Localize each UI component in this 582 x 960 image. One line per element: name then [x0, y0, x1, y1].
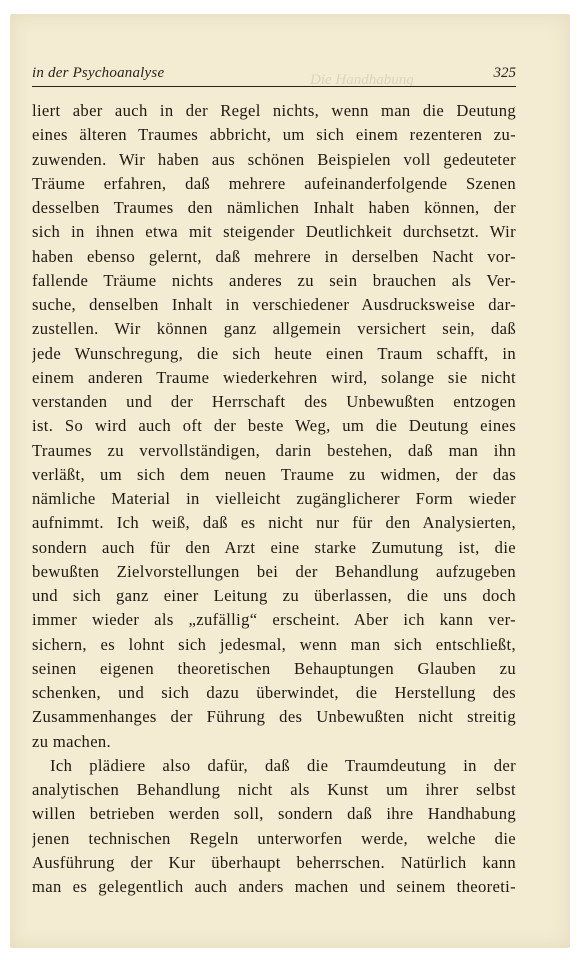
text-line: sondern auch für den Arzt eine starke Zumutung ist, die — [32, 537, 516, 557]
page-number: 325 — [493, 65, 516, 81]
text-line: sichern, es lohnt sich jedesmal, wenn man sich entschließt, — [32, 634, 516, 654]
text-line: seinen eigenen theoretischen Behauptungen Glauben zu — [32, 658, 516, 678]
text-line: haben ebenso gelernt, daß mehrere in derselben Nacht vor- — [32, 246, 516, 266]
show-through-text: Die Handhabung — [310, 72, 414, 88]
text-line: jenen technischen Regeln unterworfen werde, welche die — [32, 828, 516, 848]
text-line: einem anderen Traume wiederkehren wird, solange sie nicht — [32, 367, 516, 387]
text-line: zustellen. Wir können ganz allgemein versichert sein, daß — [32, 319, 516, 339]
text-line: Träume erfahren, daß mehrere aufeinanderfolgende Szenen — [32, 173, 516, 193]
text-line: willen betrieben werden soll, sondern daß ihre Handhabung — [32, 804, 516, 824]
text-line: nämliche Material in vielleicht zugänglicherer Form wieder — [32, 489, 516, 508]
running-title: in der Psychoanalyse — [32, 65, 165, 81]
body-text — [32, 99, 516, 899]
text-line: Zusammenhanges der Führung des Unbewußten nicht streitig — [32, 707, 516, 727]
text-line: jede Wunschregung, die sich heute einen Traum schafft, in — [32, 343, 516, 363]
text-line: man es gelegentlich auch anders machen und seinem theoreti- — [32, 877, 516, 896]
text-line: liert aber auch in der Regel nichts, wenn man die Deutung — [32, 101, 516, 120]
text-line: sich in ihnen etwa mit steigender Deutlichkeit durchsetzt. Wir — [32, 222, 516, 242]
text-line: bewußten Zielvorstellungen bei der Behandlung aufzugeben — [32, 561, 516, 581]
page-header — [32, 64, 516, 87]
text-line: und sich ganz einer Leitung zu überlassen, die uns doch — [32, 586, 516, 605]
text-line: zu machen. — [32, 731, 112, 751]
text-line: Ich plädiere also dafür, daß die Traumdeutung in der — [50, 755, 516, 775]
paragraph-2 — [32, 754, 516, 900]
text-line: fallende Träume nichts anderes zu sein brauchen als Ver- — [32, 270, 516, 290]
text-line: suche, denselben Inhalt in verschiedener Ausdrucksweise dar- — [32, 295, 516, 314]
text-line: desselben Traumes den nämlichen Inhalt haben können, der — [32, 198, 516, 217]
text-line: zuwenden. Wir haben aus schönen Beispielen voll gedeuteter — [32, 149, 516, 169]
text-line: schenken, und sich dazu überwindet, die Herstellung des — [32, 683, 516, 702]
text-line: analytischen Behandlung nicht als Kunst um ihrer selbst — [32, 780, 516, 799]
text-line: verläßt, um sich dem neuen Traume zu widmen, der das — [32, 464, 516, 484]
text-line: immer wieder als „zufällig“ erscheint. Aber ich kann ver- — [32, 610, 516, 630]
paragraph-1 — [32, 99, 516, 754]
text-line: Traumes zu vervollständigen, darin bestehen, daß man ihn — [32, 440, 516, 460]
text-line: verstanden und der Herrschaft des Unbewußten entzogen — [32, 392, 516, 411]
text-line: aufnimmt. Ich weiß, daß es nicht nur für den Analysierten, — [32, 513, 516, 533]
text-line: eines älteren Traumes abbricht, um sich einem rezenteren zu- — [32, 125, 516, 145]
text-line: Ausführung der Kur überhaupt beherrschen. Natürlich kann — [32, 852, 516, 872]
text-line: ist. So wird auch oft der beste Weg, um die Deutung eines — [32, 416, 516, 436]
